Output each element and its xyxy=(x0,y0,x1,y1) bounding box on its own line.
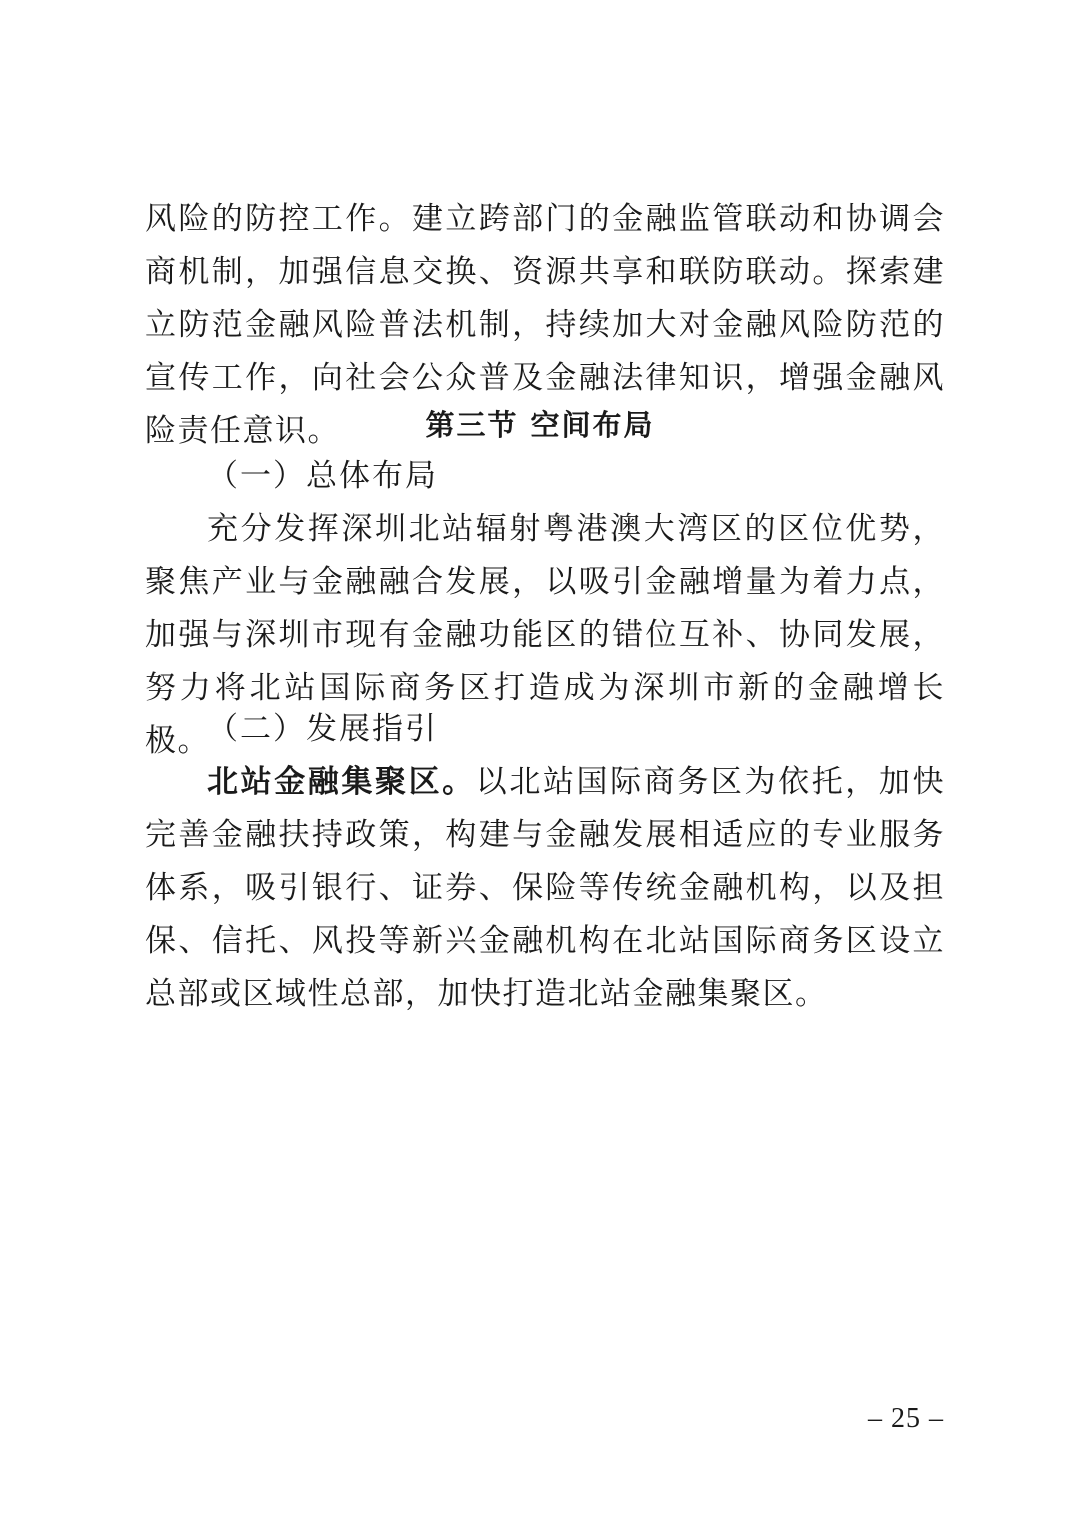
paragraph-text: 以北站国际商务区为依托，加快完善金融扶持政策，构建与金融发展相适应的专业服务体系，吸引银行、证券、保险等传统金融机构，以及担保、信托、风投等新兴金融机构在北站国际商务区设立总部或区域性总部，加快打造北站金融集聚区。 xyxy=(145,764,946,1012)
paragraph-text: 充分发挥深圳北站辐射粤港澳大湾区的区位优势，聚焦产业与金融融合发展，以吸引金融增量为着力点，加强与深圳市现有金融功能区的错位互补、协同发展，努力将北站国际商务区打造成为深圳市新的金融增长极。 xyxy=(145,511,945,759)
subheading-overall-layout: （一）总体布局 xyxy=(207,458,438,494)
paragraph-body xyxy=(145,756,945,1021)
paragraph-lead-term: 北站金融集聚区。 xyxy=(207,764,476,800)
subheading-development-guide: （二）发展指引 xyxy=(207,711,438,747)
paragraph-text: 风险的防控工作。建立跨部门的金融监管联动和协调会商机制，加强信息交换、资源共享和联防联动。探索建立防范金融风险普法机制，持续加大对金融风险防范的宣传工作，向社会公众普及金融法律知识，增强金融风险责任意识。 xyxy=(145,201,945,449)
section-title: 第三节 空间布局 xyxy=(425,408,655,442)
page-number: – 25 – xyxy=(868,1403,944,1434)
paragraph-development-guide xyxy=(145,756,945,1021)
